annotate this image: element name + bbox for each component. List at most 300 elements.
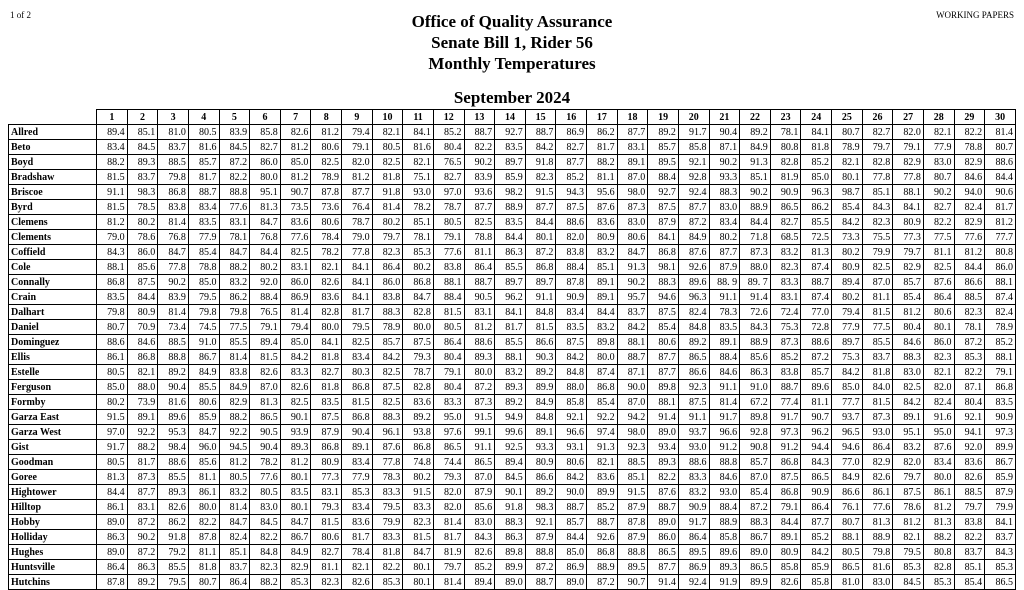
table-row <box>9 515 1016 530</box>
temperature-cell: 86.3 <box>495 245 526 260</box>
temperature-cell: 89.0 <box>97 515 128 530</box>
temperature-cell: 87.6 <box>648 485 679 500</box>
temperature-cell: 89.1 <box>525 425 556 440</box>
temperature-cell: 85.5 <box>495 260 526 275</box>
temperature-cell: 84.4 <box>985 170 1016 185</box>
temperature-cell: 85.4 <box>832 200 863 215</box>
temperature-cell: 88.2 <box>587 155 618 170</box>
temperature-cell: 88.0 <box>556 380 587 395</box>
temperature-cell: 85.4 <box>893 290 924 305</box>
temperature-cell: 89.3 <box>495 380 526 395</box>
temperature-cell: 84.1 <box>893 200 924 215</box>
temperature-cell: 85.2 <box>556 170 587 185</box>
temperature-cell: 84.2 <box>556 350 587 365</box>
temperature-cell: 86.4 <box>372 260 403 275</box>
temperature-cell: 88.4 <box>433 290 464 305</box>
table-row <box>9 230 1016 245</box>
county-name: Goodman <box>9 455 97 470</box>
temperature-cell: 88.3 <box>893 350 924 365</box>
temperature-cell: 92.5 <box>495 440 526 455</box>
day-header: 27 <box>893 110 924 125</box>
temperature-cell: 83.6 <box>587 470 618 485</box>
temperature-cell: 77.3 <box>893 230 924 245</box>
temperature-cell: 91.3 <box>617 260 648 275</box>
temperature-cell: 91.1 <box>464 440 495 455</box>
temperature-cell: 88.6 <box>158 455 189 470</box>
temperature-cell: 90.2 <box>464 155 495 170</box>
temperature-cell: 80.5 <box>188 125 219 140</box>
temperature-cell: 81.4 <box>280 305 311 320</box>
county-header-blank <box>9 110 97 125</box>
temperature-cell: 92.7 <box>648 185 679 200</box>
temperature-cell: 87.2 <box>127 545 158 560</box>
temperature-cell: 83.3 <box>372 530 403 545</box>
day-header: 12 <box>433 110 464 125</box>
temperature-cell: 83.0 <box>464 515 495 530</box>
temperature-cell: 82.0 <box>342 155 373 170</box>
temperature-cell: 68.5 <box>770 230 801 245</box>
temperature-cell: 90.5 <box>250 425 281 440</box>
temperature-cell: 81.8 <box>862 365 893 380</box>
temperature-cell: 89.1 <box>342 440 373 455</box>
temperature-cell: 80.9 <box>311 455 342 470</box>
temperature-cell: 79.7 <box>372 230 403 245</box>
temperature-cell: 88.2 <box>250 575 281 590</box>
temperature-cell: 89.2 <box>678 335 709 350</box>
temperature-cell: 85.7 <box>188 155 219 170</box>
temperature-cell: 83.8 <box>158 200 189 215</box>
temperature-cell: 83.5 <box>311 395 342 410</box>
temperature-cell: 90.5 <box>464 290 495 305</box>
temperature-cell: 83.2 <box>495 365 526 380</box>
temperature-cell: 89.6 <box>709 545 740 560</box>
temperature-cell: 83.0 <box>893 365 924 380</box>
temperature-cell: 82.1 <box>893 530 924 545</box>
temperature-cell: 90.0 <box>556 485 587 500</box>
temperature-cell: 79.1 <box>893 140 924 155</box>
temperature-cell: 86.6 <box>954 275 985 290</box>
temperature-cell: 98.1 <box>648 260 679 275</box>
temperature-cell: 80.0 <box>403 320 434 335</box>
temperature-cell: 71.8 <box>740 230 771 245</box>
temperature-cell: 82.1 <box>311 260 342 275</box>
temperature-cell: 78.9 <box>832 140 863 155</box>
day-header: 21 <box>709 110 740 125</box>
temperature-cell: 88.9 <box>740 335 771 350</box>
temperature-cell: 87.1 <box>709 140 740 155</box>
temperature-cell: 87.0 <box>740 470 771 485</box>
temperature-cell: 76.4 <box>342 200 373 215</box>
temperature-cell: 93.7 <box>832 410 863 425</box>
temperature-cell: 83.4 <box>709 215 740 230</box>
temperature-cell: 81.5 <box>97 200 128 215</box>
temperature-cell: 88.1 <box>433 275 464 290</box>
temperature-cell: 89.2 <box>403 410 434 425</box>
temperature-cell: 81.1 <box>311 560 342 575</box>
temperature-cell: 84.9 <box>219 380 250 395</box>
temperature-cell: 84.6 <box>893 335 924 350</box>
temperature-cell: 87.5 <box>127 275 158 290</box>
temperature-cell: 89.5 <box>617 560 648 575</box>
temperature-cell: 80.1 <box>403 560 434 575</box>
temperature-cell: 81.2 <box>342 170 373 185</box>
temperature-cell: 84.4 <box>250 245 281 260</box>
temperature-cell: 82.1 <box>372 125 403 140</box>
temperature-cell: 82.7 <box>556 140 587 155</box>
temperature-cell: 84.2 <box>801 545 832 560</box>
temperature-cell: 83.0 <box>709 200 740 215</box>
temperature-cell: 82.2 <box>954 125 985 140</box>
temperature-cell: 87.7 <box>801 515 832 530</box>
temperature-cell: 85.4 <box>188 245 219 260</box>
temperature-cell: 95.7 <box>617 290 648 305</box>
temperature-cell: 90.2 <box>158 275 189 290</box>
temperature-cell: 81.5 <box>311 515 342 530</box>
temperature-cell: 81.8 <box>801 140 832 155</box>
temperature-cell: 86.9 <box>280 290 311 305</box>
temperature-cell: 91.2 <box>770 440 801 455</box>
report-title-block <box>0 11 1024 74</box>
temperature-cell: 85.4 <box>648 320 679 335</box>
temperature-cell: 80.2 <box>403 470 434 485</box>
temperature-cell: 87.8 <box>556 275 587 290</box>
day-header: 7 <box>280 110 311 125</box>
temperature-cell: 94.9 <box>495 410 526 425</box>
temperature-cell: 81.3 <box>923 515 954 530</box>
temperature-cell: 92.8 <box>678 170 709 185</box>
temperature-cell: 89.0 <box>648 425 679 440</box>
temperature-cell: 72.4 <box>770 305 801 320</box>
temperature-cell: 80.9 <box>587 230 618 245</box>
temperature-cell: 83.2 <box>770 245 801 260</box>
temperature-cell: 87.9 <box>311 425 342 440</box>
day-header: 6 <box>250 110 281 125</box>
temperature-cell: 87.5 <box>403 335 434 350</box>
temperature-cell: 81.2 <box>219 455 250 470</box>
day-header: 14 <box>495 110 526 125</box>
temperature-cell: 88.5 <box>617 455 648 470</box>
temperature-cell: 82.5 <box>372 395 403 410</box>
temperature-cell: 78.7 <box>403 365 434 380</box>
temperature-cell: 82.0 <box>433 485 464 500</box>
temperature-cell: 82.1 <box>127 365 158 380</box>
temperature-cell: 79.5 <box>372 500 403 515</box>
temperature-cell: 84.2 <box>893 395 924 410</box>
temperature-cell: 86.0 <box>280 275 311 290</box>
temperature-cell: 88.4 <box>709 350 740 365</box>
temperature-cell: 79.5 <box>188 290 219 305</box>
temperature-cell: 78.9 <box>372 320 403 335</box>
temperature-cell: 80.9 <box>525 455 556 470</box>
temperature-cell: 77.9 <box>923 140 954 155</box>
temperature-cell: 94.4 <box>801 440 832 455</box>
temperature-cell: 81.2 <box>893 305 924 320</box>
temperature-cell: 82.4 <box>923 395 954 410</box>
temperature-cell: 85.6 <box>464 500 495 515</box>
temperature-cell: 90.1 <box>280 410 311 425</box>
temperature-cell: 80.5 <box>832 545 863 560</box>
temperature-cell: 86.9 <box>556 125 587 140</box>
temperature-cell: 82.4 <box>678 305 709 320</box>
temperature-cell: 83.9 <box>219 125 250 140</box>
temperature-cell: 84.3 <box>97 245 128 260</box>
temperature-cell: 81.2 <box>280 455 311 470</box>
temperature-cell: 84.2 <box>280 350 311 365</box>
temperature-cell: 84.4 <box>525 215 556 230</box>
temperature-cell: 98.3 <box>127 185 158 200</box>
temperature-cell: 86.8 <box>158 185 189 200</box>
temperature-cell: 85.5 <box>801 215 832 230</box>
temperature-cell: 82.0 <box>893 455 924 470</box>
temperature-cell: 86.8 <box>525 260 556 275</box>
day-header: 17 <box>587 110 618 125</box>
temperature-cell: 84.5 <box>219 140 250 155</box>
temperature-cell: 89.1 <box>587 290 618 305</box>
temperature-cell: 79.1 <box>433 365 464 380</box>
temperature-cell: 81.2 <box>985 215 1016 230</box>
temperature-cell: 87.5 <box>556 200 587 215</box>
temperature-cell: 82.8 <box>862 155 893 170</box>
temperature-cell: 82.8 <box>403 305 434 320</box>
temperature-cell: 83.7 <box>219 560 250 575</box>
table-row <box>9 575 1016 590</box>
temperature-cell: 77.6 <box>862 500 893 515</box>
temperature-cell: 89.8 <box>495 545 526 560</box>
day-header: 16 <box>556 110 587 125</box>
temperature-cell: 94.6 <box>832 440 863 455</box>
temperature-cell: 82.7 <box>311 545 342 560</box>
temperature-cell: 94.1 <box>954 425 985 440</box>
temperature-cell: 80.5 <box>219 470 250 485</box>
temperature-cell: 83.4 <box>342 455 373 470</box>
temperature-cell: 97.0 <box>433 185 464 200</box>
temperature-cell: 89.1 <box>893 410 924 425</box>
temperature-cell: 82.7 <box>862 125 893 140</box>
temperature-cell: 88.3 <box>372 305 403 320</box>
temperature-cell: 83.4 <box>97 140 128 155</box>
temperature-cell: 83.4 <box>342 500 373 515</box>
temperature-cell: 89.4 <box>250 335 281 350</box>
table-row <box>9 290 1016 305</box>
temperature-cell: 70.9 <box>127 320 158 335</box>
title-line-bill: Senate Bill 1, Rider 56 <box>431 33 593 52</box>
temperature-cell: 85.5 <box>495 335 526 350</box>
temperature-cell: 84.9 <box>740 140 771 155</box>
temperature-cell: 84.7 <box>403 290 434 305</box>
temperature-cell: 88.3 <box>709 185 740 200</box>
temperature-cell: 91.7 <box>97 440 128 455</box>
county-name: Byrd <box>9 200 97 215</box>
temperature-cell: 86.4 <box>801 500 832 515</box>
temperature-cell: 88.7 <box>770 380 801 395</box>
temperature-cell: 87.9 <box>985 485 1016 500</box>
temperature-cell: 96.2 <box>801 425 832 440</box>
county-name: Dominguez <box>9 335 97 350</box>
temperature-cell: 86.5 <box>464 455 495 470</box>
day-header: 11 <box>403 110 434 125</box>
temperature-cell: 86.3 <box>740 365 771 380</box>
table-row <box>9 245 1016 260</box>
temperature-cell: 79.5 <box>158 575 189 590</box>
temperature-cell: 89.4 <box>97 125 128 140</box>
temperature-cell: 84.4 <box>587 305 618 320</box>
temperature-cell: 81.2 <box>893 515 924 530</box>
temperature-cell: 78.6 <box>127 230 158 245</box>
temperature-cell: 87.7 <box>342 185 373 200</box>
county-name: Briscoe <box>9 185 97 200</box>
temperature-cell: 89.3 <box>464 350 495 365</box>
temperature-cell: 88.6 <box>464 335 495 350</box>
temperature-cell: 86.4 <box>97 560 128 575</box>
temperature-cell: 90.1 <box>495 485 526 500</box>
temperature-cell: 87.4 <box>587 365 618 380</box>
temperature-cell: 78.9 <box>985 320 1016 335</box>
temperature-cell: 93.1 <box>556 440 587 455</box>
temperature-cell: 85.0 <box>832 380 863 395</box>
temperature-cell: 77.4 <box>770 395 801 410</box>
temperature-cell: 84.9 <box>832 470 863 485</box>
temperature-cell: 87.7 <box>678 200 709 215</box>
temperature-cell: 91.7 <box>678 125 709 140</box>
temperature-cell: 85.9 <box>495 170 526 185</box>
temperature-cell: 79.7 <box>893 245 924 260</box>
temperature-cell: 88.6 <box>801 335 832 350</box>
temperature-cell: 75.1 <box>403 170 434 185</box>
day-header: 19 <box>648 110 679 125</box>
temperature-cell: 98.0 <box>617 425 648 440</box>
temperature-cell: 81.7 <box>188 170 219 185</box>
temperature-cell: 86.5 <box>433 440 464 455</box>
temperature-cell: 79.8 <box>862 545 893 560</box>
temperature-cell: 87.7 <box>648 350 679 365</box>
temperature-cell: 83.2 <box>219 275 250 290</box>
temperature-cell: 74.8 <box>403 455 434 470</box>
temperature-cell: 86.8 <box>342 380 373 395</box>
table-row <box>9 185 1016 200</box>
temperature-cell: 83.8 <box>770 365 801 380</box>
temperature-cell: 86.8 <box>311 440 342 455</box>
temperature-cell: 76.5 <box>433 155 464 170</box>
county-name: Beto <box>9 140 97 155</box>
temperature-cell: 80.1 <box>832 170 863 185</box>
temperature-cell: 82.2 <box>250 530 281 545</box>
temperature-cell: 79.7 <box>433 560 464 575</box>
table-row <box>9 260 1016 275</box>
temperature-cell: 80.8 <box>985 245 1016 260</box>
temperature-cell: 80.7 <box>188 575 219 590</box>
temperature-cell: 86.7 <box>188 350 219 365</box>
temperature-cell: 86.6 <box>678 365 709 380</box>
temperature-cell: 79.8 <box>97 305 128 320</box>
temperature-cell: 79.4 <box>280 320 311 335</box>
temperature-cell: 87.0 <box>862 275 893 290</box>
temperature-cell: 78.1 <box>403 230 434 245</box>
temperature-cell: 82.2 <box>372 560 403 575</box>
temperature-cell: 78.4 <box>342 545 373 560</box>
temperature-cell: 88.4 <box>648 170 679 185</box>
temperature-cell: 84.8 <box>556 365 587 380</box>
table-row <box>9 380 1016 395</box>
temperature-cell: 96.1 <box>372 425 403 440</box>
temperature-cell: 94.5 <box>219 440 250 455</box>
temperature-cell: 99.6 <box>495 425 526 440</box>
temperature-cell: 81.2 <box>280 140 311 155</box>
temperature-cell: 77.8 <box>372 455 403 470</box>
temperature-cell: 87.9 <box>617 500 648 515</box>
temperature-cell: 86.1 <box>923 485 954 500</box>
temperature-cell: 91.0 <box>188 335 219 350</box>
temperature-cell: 77.6 <box>954 230 985 245</box>
temperature-cell: 79.1 <box>985 365 1016 380</box>
temperature-cell: 85.2 <box>464 560 495 575</box>
temperature-cell: 83.2 <box>219 485 250 500</box>
temperature-cell: 81.4 <box>433 575 464 590</box>
temperature-cell: 79.1 <box>250 320 281 335</box>
table-row <box>9 485 1016 500</box>
temperature-cell: 85.2 <box>801 155 832 170</box>
county-name: Hughes <box>9 545 97 560</box>
day-header: 25 <box>832 110 863 125</box>
temperature-cell: 87.6 <box>678 245 709 260</box>
temperature-table <box>8 109 1016 590</box>
county-name: Goree <box>9 470 97 485</box>
temperature-cell: 83.2 <box>587 320 618 335</box>
temperature-cell: 86.8 <box>403 275 434 290</box>
temperature-cell: 83.8 <box>372 290 403 305</box>
temperature-cell: 84.4 <box>495 230 526 245</box>
temperature-cell: 82.9 <box>893 260 924 275</box>
temperature-cell: 81.7 <box>342 530 373 545</box>
day-header: 22 <box>740 110 771 125</box>
temperature-cell: 82.3 <box>372 245 403 260</box>
temperature-cell: 84.1 <box>648 230 679 245</box>
table-row <box>9 320 1016 335</box>
temperature-cell: 73.5 <box>280 200 311 215</box>
temperature-cell: 77.8 <box>862 170 893 185</box>
temperature-cell: 87.2 <box>525 245 556 260</box>
temperature-cell: 83.0 <box>923 155 954 170</box>
temperature-cell: 87.6 <box>372 440 403 455</box>
temperature-cell: 78.6 <box>893 500 924 515</box>
temperature-cell: 92.3 <box>617 440 648 455</box>
temperature-cell: 89.9 <box>587 485 618 500</box>
temperature-cell: 84.3 <box>740 320 771 335</box>
temperature-cell: 91.5 <box>403 485 434 500</box>
temperature-cell: 87.7 <box>525 200 556 215</box>
temperature-cell: 86.9 <box>556 560 587 575</box>
temperature-cell: 87.9 <box>464 485 495 500</box>
temperature-cell: 83.5 <box>97 290 128 305</box>
temperature-cell: 86.8 <box>403 440 434 455</box>
temperature-cell: 89.2 <box>495 395 526 410</box>
temperature-cell: 89.2 <box>525 485 556 500</box>
table-row <box>9 275 1016 290</box>
temperature-cell: 89.4 <box>495 455 526 470</box>
temperature-cell: 74.5 <box>188 320 219 335</box>
temperature-cell: 93.9 <box>280 425 311 440</box>
table-row <box>9 560 1016 575</box>
day-header: 1 <box>97 110 128 125</box>
temperature-cell: 81.5 <box>250 350 281 365</box>
temperature-cell: 88.7 <box>525 125 556 140</box>
temperature-cell: 83.6 <box>311 290 342 305</box>
temperature-cell: 84.6 <box>709 470 740 485</box>
temperature-cell: 90.9 <box>801 485 832 500</box>
temperature-cell: 90.3 <box>525 350 556 365</box>
temperature-cell: 84.6 <box>709 365 740 380</box>
temperature-cell: 95.1 <box>893 425 924 440</box>
temperature-cell: 83.7 <box>617 305 648 320</box>
